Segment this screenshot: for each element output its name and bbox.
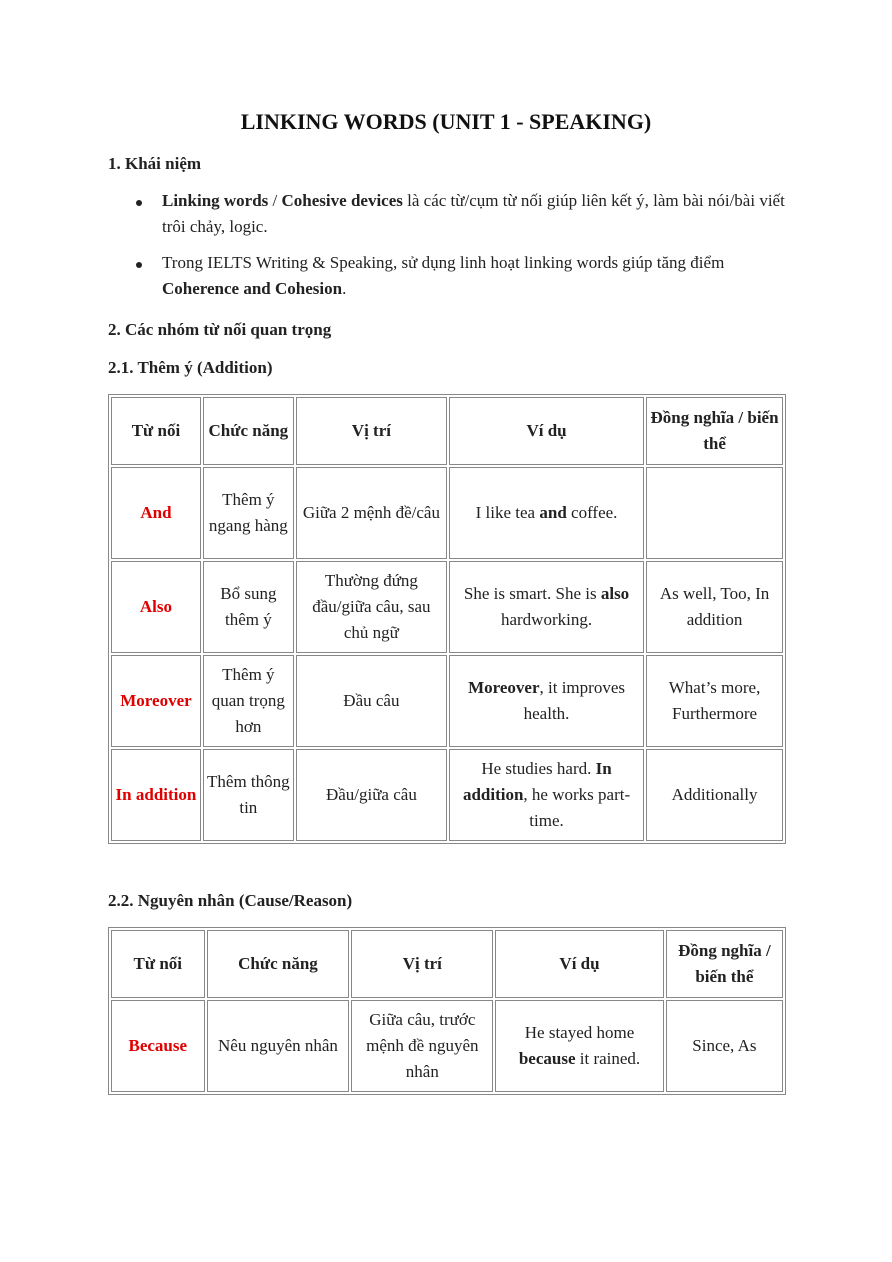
table-row bbox=[111, 1000, 783, 1092]
header-cell: Từ nối bbox=[111, 397, 201, 465]
bullet-icon bbox=[136, 200, 142, 206]
position-cell: Giữa 2 mệnh đề/câu bbox=[296, 467, 447, 559]
linking-word-cell: In addition bbox=[111, 749, 201, 841]
example-cell: She is smart. She is also hardworking. bbox=[449, 561, 644, 653]
cause-table bbox=[108, 927, 786, 1095]
function-cell: Thêm ý quan trọng hơn bbox=[203, 655, 294, 747]
header-cell: Đồng nghĩa / biến thể bbox=[646, 397, 783, 465]
section-1-heading: 1. Khái niệm bbox=[108, 154, 202, 173]
table-row bbox=[111, 467, 783, 559]
example-cell: He stayed home because it rained. bbox=[495, 1000, 664, 1092]
list-item: Linking words / Cohesive devices là các từ/cụm từ nối giúp liên kết ý, làm bài nói/bài viết trôi chảy, logic. bbox=[136, 188, 786, 240]
table-row bbox=[111, 561, 783, 653]
function-cell: Nêu nguyên nhân bbox=[207, 1000, 350, 1092]
table-header-row bbox=[111, 930, 783, 998]
linking-word-cell: Because bbox=[111, 1000, 205, 1092]
synonyms-cell: What’s more, Furthermore bbox=[646, 655, 783, 747]
list-item: Trong IELTS Writing & Speaking, sử dụng linh hoạt linking words giúp tăng điểm Coherence and Cohesion. bbox=[136, 250, 786, 302]
synonyms-cell: Since, As bbox=[666, 1000, 783, 1092]
linking-word-cell: Moreover bbox=[111, 655, 201, 747]
example-cell: He studies hard. In addition, he works part-time. bbox=[449, 749, 644, 841]
header-cell: Chức năng bbox=[207, 930, 350, 998]
linking-word-cell: Also bbox=[111, 561, 201, 653]
header-cell: Vị trí bbox=[296, 397, 447, 465]
table-row bbox=[111, 655, 783, 747]
synonyms-cell bbox=[646, 467, 783, 559]
position-cell: Đầu câu bbox=[296, 655, 447, 747]
addition-table bbox=[108, 394, 786, 844]
header-cell: Từ nối bbox=[111, 930, 205, 998]
example-cell: Moreover, it improves health. bbox=[449, 655, 644, 747]
header-cell: Ví dụ bbox=[495, 930, 664, 998]
page-title: LINKING WORDS (UNIT 1 - SPEAKING) bbox=[240, 109, 652, 134]
header-cell: Chức năng bbox=[203, 397, 294, 465]
concept-bullet-list bbox=[136, 188, 786, 312]
table-header-row bbox=[111, 397, 783, 465]
bullet-icon bbox=[136, 262, 142, 268]
table-1-heading: 2.1. Thêm ý (Addition) bbox=[108, 358, 273, 377]
table-row bbox=[111, 749, 783, 841]
position-cell: Giữa câu, trước mệnh đề nguyên nhân bbox=[351, 1000, 493, 1092]
position-cell: Đầu/giữa câu bbox=[296, 749, 447, 841]
position-cell: Thường đứng đầu/giữa câu, sau chủ ngữ bbox=[296, 561, 447, 653]
function-cell: Thêm ý ngang hàng bbox=[203, 467, 294, 559]
function-cell: Bổ sung thêm ý bbox=[203, 561, 294, 653]
header-cell: Vị trí bbox=[351, 930, 493, 998]
header-cell: Đồng nghĩa / biến thể bbox=[666, 930, 783, 998]
linking-word-cell: And bbox=[111, 467, 201, 559]
synonyms-cell: Additionally bbox=[646, 749, 783, 841]
synonyms-cell: As well, Too, In addition bbox=[646, 561, 783, 653]
header-cell: Ví dụ bbox=[449, 397, 644, 465]
example-cell: I like tea and coffee. bbox=[449, 467, 644, 559]
table-2-heading: 2.2. Nguyên nhân (Cause/Reason) bbox=[108, 891, 353, 910]
section-2-heading: 2. Các nhóm từ nối quan trọng bbox=[108, 320, 332, 339]
function-cell: Thêm thông tin bbox=[203, 749, 294, 841]
